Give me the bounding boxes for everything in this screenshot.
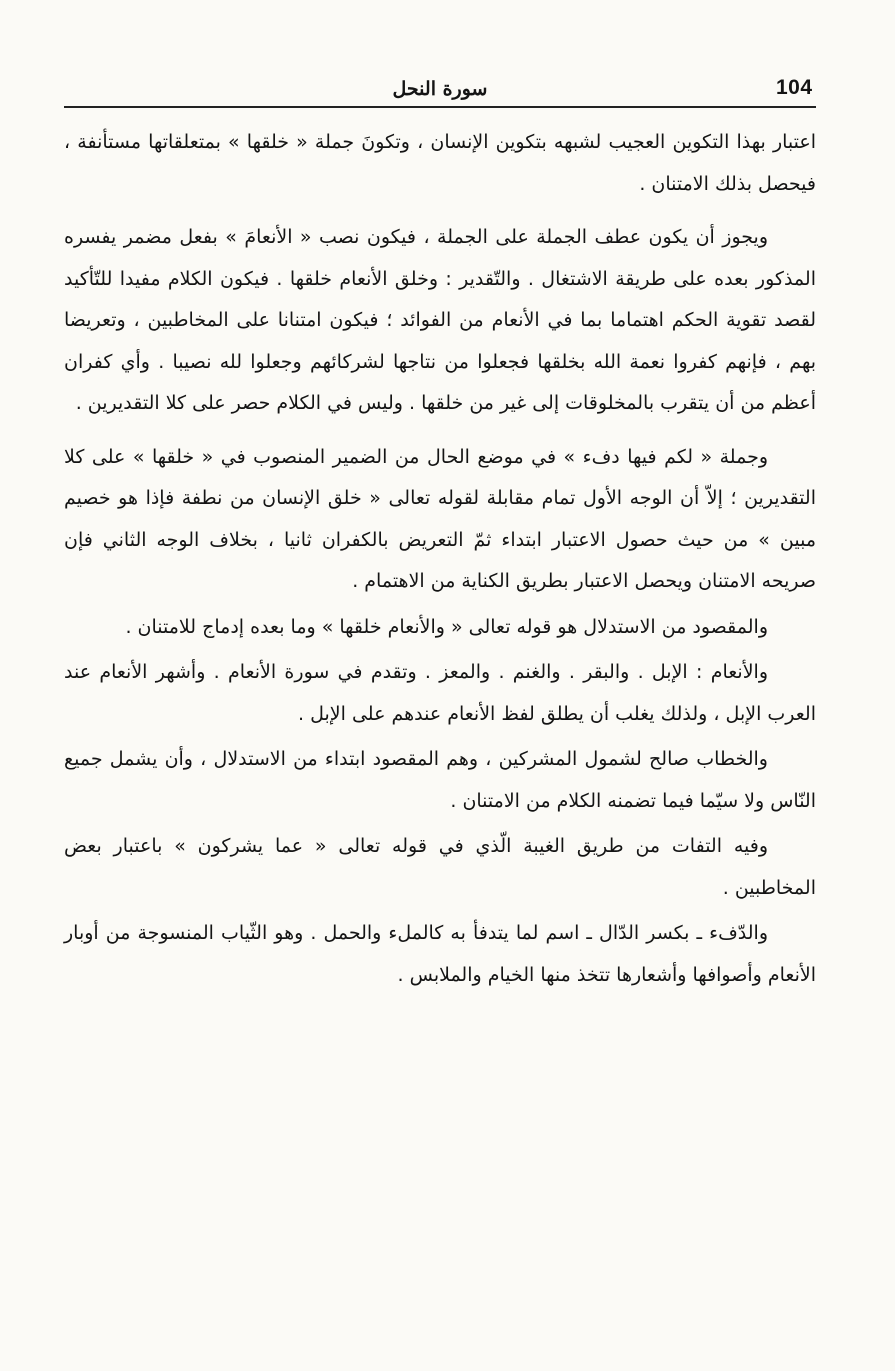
- body-text: [64, 122, 816, 996]
- running-title: سورة النحل: [392, 78, 488, 100]
- page-number: 104: [776, 76, 813, 99]
- paragraph-1: اعتبار بهذا التكوين العجيب لشبهه بتكوين الإنسان ، وتكونَ جملة « خلقها » بمتعلقاتها مستأنفة ، فيحصل بذلك الامتنان .: [64, 131, 816, 195]
- paragraph-4: والمقصود من الاستدلال هو قوله تعالى « والأنعام خلقها » وما بعده إدماج للامتنان .: [125, 615, 768, 638]
- paragraph-2: ويجوز أن يكون عطف الجملة على الجملة ، فيكون نصب « الأنعامَ » بفعل مضمر يفسره المذكور بعده على طريقة الاشتغال . والتّقدير : وخلق الأنعام خلقها . فيكون الكلام مفيدا للتّأكيد لقصد تقوية الحكم اهتماما بما في الأنعام من الفوائد ؛ فيكون امتنانا على المخاطبين ، وتعريضا بهم ، فإنهم كفروا نعمة الله بخلقها فجعلوا من نتاجها لشركائهم وجعلوا لله نصيبا . وأي كفران أعظم من أن يتقرب بالمخلوقات إلى غير من خلقها . وليس في الكلام حصر على كلا التقديرين .: [64, 226, 816, 414]
- paragraph-8: والدّفء ـ بكسر الدّال ـ اسم لما يتدفأ به كالملء والحمل . وهو الثّياب المنسوجة من أوبار الأنعام وأصوافها وأشعارها تتخذ منها الخيام والملابس .: [64, 922, 816, 986]
- paragraph-7: وفيه التفات من طريق الغيبة الّذي في قوله تعالى « عما يشركون » باعتبار بعض المخاطبين .: [64, 835, 816, 899]
- paragraph-5: والأنعام : الإبل . والبقر . والغنم . والمعز . وتقدم في سورة الأنعام . وأشهر الأنعام عند العرب الإبل ، ولذلك يغلب أن يطلق لفظ الأنعام عندهم على الإبل .: [64, 661, 816, 725]
- header-divider: [64, 106, 816, 108]
- paragraph-6: والخطاب صالح لشمول المشركين ، وهم المقصود ابتداء من الاستدلال ، وأن يشمل جميع النّاس ولا سيّما فيما تضمنه الكلام من الامتنان .: [64, 748, 816, 812]
- paragraph-3: وجملة « لكم فيها دفء » في موضع الحال من الضمير المنصوب في « خلقها » على كلا التقديرين ؛ إلاّ أن الوجه الأول تمام مقابلة لقوله تعالى « خلق الإنسان من نطفة فإذا هو خصيم مبين » من حيث حصول الاعتبار ابتداء ثمّ التعريض بالكفران ثانيا ، بخلاف الوجه الثاني فإن صريحه الامتنان ويحصل الاعتبار بطريق الكناية من الاهتمام .: [64, 445, 816, 592]
- page-header: [64, 70, 816, 104]
- book-page: [64, 70, 816, 986]
